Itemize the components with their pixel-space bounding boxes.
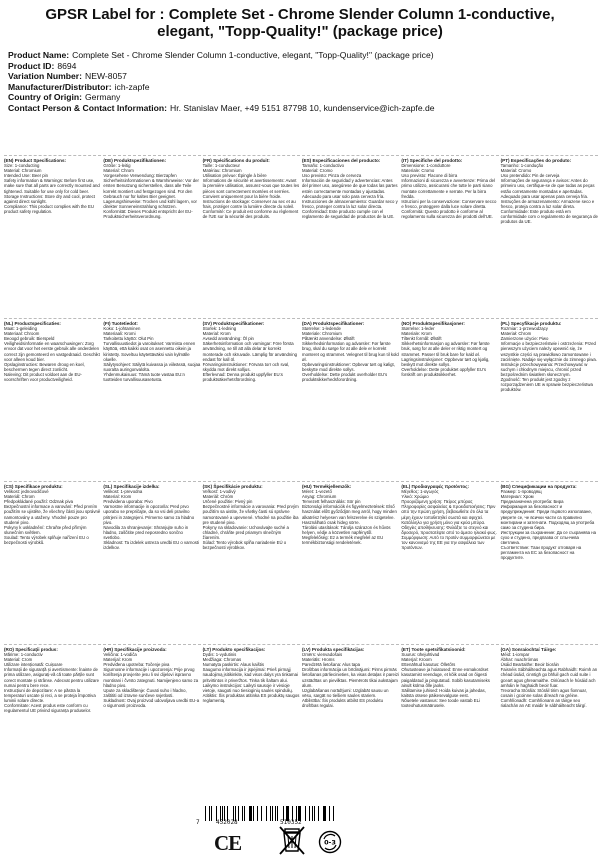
recycle-icon: [318, 830, 342, 854]
lang-section-no: [401, 318, 498, 481]
section-text: Mărime: 1-conductiv Material: Crom Utilizare intenționată: Cuișoare Informații de siguranță și avertismente: Înainte de prima utilizare, asigurați-vă că toate părțile sunt corect montate și strânse. Adecvat pentru utilizare numai pentru bere rece. Instrucțiuni de depozitare: A se păstra la temperaturi uscate și reci, a se proteja împotriva luminii solare directe. Conformitate: Acest produs este conform cu regulamentul UE privind siguranța produselor.: [4, 652, 100, 714]
section-block: [4, 481, 598, 644]
lang-section-cs: [4, 481, 101, 644]
section-text: Størrelse: 1-leder Materiale: Krom Tiltenkt formål: Ølstift Sikkerhetsinformasjon og advarsler: Før første bruk, sørg for at alle deler er riktig montert og strammet. Passer til bruk bare for kald øl. Lagringsinstruksjoner: Oppbevar tørt og kjølig, beskytt mot direkte sollys. Overholdelse: Dette produktet oppfyller EU's forskrift om produktsikkerhet.: [401, 326, 490, 377]
section-heading: (RO) Specificații produs:: [4, 647, 58, 652]
section-text: Tamaño: 1-conductivo Material: Cromo Uso previsto: Pinza de cerveza Información de seguridad y advertencias: Antes del primer uso, asegúrese de que todas las partes estén correctamente montadas y ajustadas. Adecuado para usar solo para cerveza fría. Instrucciones de almacenamiento: Guardar seco y fresco, proteger contra la luz solar directa. Conformidad: Este producto cumple con el reglamento de seguridad de productos de la UE.: [302, 163, 398, 220]
ean-barcode: [196, 806, 346, 830]
section-block: [4, 644, 598, 807]
lang-section-pt: [501, 155, 598, 318]
barcode-bar: [244, 806, 245, 821]
product-id-row: [8, 61, 600, 72]
lang-section-bg: [501, 481, 598, 644]
info-label: Country of Origin:: [8, 92, 82, 103]
section-heading: (HU) Termékjellemzők:: [302, 484, 352, 489]
info-value: Hr. Stanislav Maer, +49 5151 87798 10, kundenservice@ich-zapfe.de: [170, 102, 435, 113]
section-heading: (EN) Product Specifications:: [4, 158, 67, 163]
section-heading: (NL) Productspecificaties:: [4, 321, 61, 326]
lang-section-sk: [203, 481, 300, 644]
barcode-left-digits: 452028: [216, 819, 238, 826]
variation-row: [8, 71, 600, 82]
section-heading: (ES) Especificaciones del producto:: [302, 158, 381, 163]
section-block: [4, 155, 598, 318]
barcode-bar: [305, 806, 306, 821]
section-text: Suurus: ühejuhtivad Materjal: Kroom Ettenähtud kasutus: Õlletõrs Ohutusteave ja hoiatused: Enne esmakordset kasutamist veenduge, et kõik osad on õigesti paigaldatud ja pingutatud. Sobib kasutamiseks ainult külma õlle jaoks. Säilitamise juhised: Hoida kuivas ja jahedas, kaitsta otsese päikesevalguse eest. Nõuetele vastavus: See toode vastab ELi tooteohutusmäärusele.: [401, 652, 490, 709]
lang-section-en: [4, 155, 101, 318]
barcode-bar: [325, 806, 326, 821]
lang-section-hr: [103, 644, 200, 807]
section-text: Izmērs: vienvadošais Materiāls: Hroms Paredzētā lietošana: Alus tapa Drošības informācija un brīdinājumi: Pirms pirmās lietošanas pārliecinieties, ka visas detaļas ir pareizi uzstādītas un pievilktas. Piemērots tikai aukstajam alum. Uzglabāšanas norādījumi: Uzglabāt sausu un vēsu, sargāt no tiešiem saules stariem. Atbilstība: Šis produkts atbilst ES produktu drošības regulai.: [302, 652, 399, 709]
info-value: Germany: [85, 92, 121, 103]
section-text: Taille: 1-conducteur Matériau: Chromium Utilisation prévue: Épingle à bière Informations de sécurité et avertissements: Avant la première utilisation, assurez-vous que toutes les pièces sont correctement montées et serrées. Convient uniquement pour la bière froide. Instructions de stockage: Conserver au sec et au frais, protéger contre la lumière directe du soleil. Conformité: Ce produit est conforme au règlement de l'UE sur la sécurité des produits.: [202, 163, 300, 220]
section-text: Dydis: 1-vydutinis Medžiaga: Chromas Numatyta paskirtis: Alaus kaištis Saugumo informacija ir įspėjimai: Prieš pirmąjį naudojimą įsitikinkite, kad visos dalys yra tinkamai pritvirtintos ir priveržtos. Tinka tik šaltam alui. Laikymo instrukcijos: Laikyti sausoje ir vėsioje vietoje, saugoti nuo tiesioginių saulės spindulių. Atitiktis: Šis produktas atitinka ES produktų saugos reglamentą.: [202, 652, 300, 703]
section-text: Velikost: jednovodičové Materiál: Chrom Předpokládané použití: Odznak piva Bezpečnostní informace a varování: Před prvním použitím se ujistěte, že všechny části jsou správně namontovány a utaženy. Vhodné pouze pro studené pivo. Pokyny k uskladnění: Chraňte před přímým slunečním světlem. Soulad: Tento výrobek splňuje nařízení EU o bezpečnosti výrobků.: [4, 489, 101, 546]
section-text: Rozmiar: 1-przewodzący Materiał: Chrom Zamierzone użycie: Piwo Informacje o bezpieczeństwie i ostrzeżenia: Przed pierwszym użyciem należy upewnić się, że wszystkie części są prawidłowo zamontowane i zaciśnięte. Nadaje się wyłącznie do zimnego piwa. Instrukcje przechowywania: Przechowywać w suchym i chłodnym miejscu, chronić przed bezpośrednim światłem słonecznym. Zgodność: Ten produkt jest zgodny z rozporządzeniem UE w sprawie bezpieczeństwa produktów.: [500, 326, 597, 393]
section-text: Méid: 1-iompar Ábhar: nuachrómas Úsáid Beartaithe: Beoir bioráin Faisnéis Sábháilteachta agus Rabhaidh: Roimh an chéad úsáid, cinntigh go bhfuil gach cuid suite i gceart agus ghreamaithe. Oiriúnach le húsáid ach amháin le haghaidh beoir fuar. Treoracha Stórála: Stóráil tirim agus fionnuar, cosain i gcoinne solas díreach na gréine. Comhlíonadh: Comhlíonann an táirge seo rialachán an AE maidir le sábháilteacht táirgí.: [500, 652, 598, 709]
lang-section-sl: [103, 481, 200, 644]
lang-section-it: [401, 155, 498, 318]
info-value: 8694: [57, 60, 77, 71]
info-label: Product ID:: [8, 60, 55, 71]
lang-section-ga: [501, 644, 598, 807]
barcode-bar: [277, 806, 278, 821]
barcode-bar: [318, 806, 319, 821]
barcode-bar: [329, 806, 330, 821]
section-heading: (NO) Produktspesifikasjoner:: [401, 321, 465, 326]
section-heading: (FR) Spécifications du produit:: [202, 158, 270, 163]
product-name-row: [8, 50, 600, 61]
section-heading: (SK) Špecifikácie produktu:: [202, 484, 263, 489]
section-heading: (EL) Προδιαγραφές προϊόντος:: [401, 484, 470, 489]
info-value: Complete Set - Chrome Slender Column 1-conductive, elegant, "Topp-Quality!" (package price): [72, 50, 434, 60]
section-text: Maat: 1-geleiding Materiaal: Chroom Beoogd gebruik: Bierspeld Veiligheidsinformatie en waarschuwingen: Zorg ervoor dat voor het eerste gebruik alle onderdelen correct zijn gemonteerd en vastgedraaid. Geschikt voor alleen koud bier. Opslaginstructies: Bewaren droog en koel, beschermen tegen direct zonlicht. Naleving: Dit product voldoet aan de EU-voorschriften voor productveiligheid.: [4, 326, 100, 383]
lang-section-da: [302, 318, 399, 481]
lang-section-et: [401, 644, 498, 807]
lang-section-pl: [501, 318, 598, 481]
barcode-bar: [309, 806, 310, 821]
section-heading: (HR) Specifikacije proizvoda:: [103, 647, 167, 652]
lang-section-es: [302, 155, 399, 318]
section-text: Größe: 1-leitig Material: Chrom Vorgesehene Verwendung: Bierzapfen Sicherheitsinformationen & Warnhinweise: Vor der ersten Benutzung sicherstellen, dass alle Teile korrekt montiert und festgezogen sind. Für den Gebrauch nur für kaltes Bier geeignet. Lagerungshinweise: Trocken und kühl lagern, vor direkter Sonneneinstrahlung schützen. Konformität: Dieses Produkt entspricht der EU-Produktsicherheitsverordnung.: [103, 163, 199, 220]
lang-section-lt: [203, 644, 300, 807]
section-text: Størrelse: 1-ledende Materiale: Chromium Påtænkt anvendelse: Ølstift Sikkerhedsinformation og advarsler: Før første brug, skal du sørge for at alle dele er korrekt monteret og strammet. Velegnet til brug kun til kold øl. Opbevaringsinstruktioner: Opbevar tørt og køligt, beskytte mod direkte sollys. Overholdelse: Dette produkt overholder EU's produktsikkerhedsforordning.: [302, 326, 399, 383]
barcode-bar: [211, 806, 212, 821]
barcode-bar: [333, 806, 334, 821]
lang-section-lv: [302, 644, 399, 807]
barcode-right-digits: 510352: [280, 819, 302, 826]
language-sections: [4, 155, 598, 807]
barcode-bar: [314, 806, 315, 821]
lang-section-sv: [203, 318, 300, 481]
section-text: Veľkosť: 1-vodivý Materiál: Chróm Určené použitie: Pivný pin Bezpečnostné informácie a varovania: Pred prvým použitím sa uistite, že všetky časti sú správne namontované a upevnené. Vhodné na použitie iba pre studené pivo. Pokyny na skladovanie: Uchovávajte suché a chladné, chráňte pred priamym slnečným žiarením. Súlad: Tento výrobok spĺňa nariadenie EÚ o bezpečnosti výrobkov.: [202, 489, 299, 551]
recycle-code: 0-3: [324, 838, 336, 847]
section-heading: (GA) Sonraíochtaí Táirge:: [500, 647, 557, 652]
barcode-bar: [238, 806, 239, 821]
lang-section-ro: [4, 644, 101, 807]
section-heading: (SL) Specifikacije izdelka:: [103, 484, 160, 489]
section-heading: (DA) Produktspecifikationer:: [302, 321, 365, 326]
section-text: Storlek: 1-ledning Material: Krom Avsedd användning: Öl pin Säkerhetsinformation och varningar: Före första användning, se till att alla delar är korrekt monterade och skruvade. Lämplig för användning endast för kall öl. Förvaringsinstruktioner: Förvara torr och sval, skydda mot direkt solljus. Efterlevnad: Denna produkt uppfyller EU:s produktsäkerhetsförordning.: [202, 326, 298, 383]
section-text: Dimensione: 1-conduttore Materiale: Cromo Uso previsto: Flacone di birra Informazioni di sicurezza e avvertenze: Prima del primo utilizzo, assicurarsi che tutte le parti siano montate correttamente e serrate. Per la birra fredda. Istruzioni per la conservazione: Conservare secco e fresco, proteggere dalla luce solare diretta. Conformità: Questo prodotto è conforme al regolamento sulla sicurezza dei prodotti dell'UE.: [401, 163, 497, 220]
section-text: Méret: 1-vezető Anyag: Chromium Tervezett felhasználás: Sör pin Biztonsági információk és figyelmeztetések: Első használat előtt győződjön meg arról, hogy minden alkatrész helyesen van felszerelve és szigetelve. Használható csak hideg sörre. Tárolási utasítások: Tárolja szárazon és hűvös helyen, védje a közvetlen napfénytől. Megfelelőség: Ez a termék megfelel az EU termékbiztonsági rendeletének.: [302, 489, 397, 546]
origin-row: [8, 92, 600, 103]
section-text: Tamanho: 1-condução Material: Cromo Uso pretendido: Pin de cerveja Informações de segurança e avisos: Antes do primeiro uso, certifique-se de que todas as peças estão corretamente montadas e apertadas. Adequado para usar apenas para cerveja fria. Instruções de armazenamento: Armazene seco e fresco, proteja contra a luz solar direta. Conformidade: Este produto está em conformidade com o regulamento de segurança de produtos da UE.: [500, 163, 598, 225]
info-label: Product Name:: [8, 50, 70, 60]
section-heading: (ET) Toote spetsifikatsioonid:: [401, 647, 466, 652]
info-label: Manufacturer/Distributor:: [8, 81, 112, 92]
info-label: Variation Number:: [8, 71, 83, 82]
ce-mark: CE: [214, 831, 242, 855]
info-value: NEW-8057: [85, 71, 127, 82]
product-info: [8, 50, 600, 114]
lang-section-nl: [4, 318, 101, 481]
barcode-bar: [205, 806, 206, 821]
lang-section-fr: [203, 155, 300, 318]
section-heading: (FI) Tuotetiedot:: [103, 321, 138, 326]
section-heading: (LT) Produkto specifikacijos:: [202, 647, 266, 652]
barcode-bar: [257, 806, 258, 821]
barcode-bar: [266, 806, 267, 821]
info-value: ich-zapfe: [114, 81, 150, 92]
section-heading: (DE) Produktspezifikationen:: [103, 158, 167, 163]
section-block: [4, 318, 598, 481]
section-heading: (PT) Especificações do produto:: [500, 158, 572, 163]
lang-section-hu: [302, 481, 399, 644]
section-heading: (SV) Produktspecifikationer:: [202, 321, 265, 326]
section-text: Μέγεθος: 1-αγωγός Υλικό: Χρώμιο Προοριζόμενη χρήση: Πείρος μπύρας Πληροφορίες ασφαλείας & προειδοποιήσεις: Πριν από την πρώτη χρήση, βεβαιωθείτε ότι όλα τα μέρη έχουν τοποθετηθεί σωστά και σφιχτεί. Κατάλληλο για χρήση μόνο για κρύα μπύρα. Οδηγίες αποθήκευσης: Φυλάξτε το στεγνό και δροσερό, προστατέψτε από το άμεσο ηλιακό φως. Συμμόρφωση: Αυτό το προϊόν συμμορφώνεται με τον κανονισμό της ΕΕ για την ασφάλεια των προϊόντων.: [401, 489, 497, 551]
section-text: Velikost: 1-prevodna Material: Krom Predvidena uporaba: Pivo Varnostne informacije in opozorila: Pred prvo uporabo se prepričajte, da so vsi deli pravilno pritrjeni in zategnjeni. Primerno samo za hladno pivo. Navodila za shranjevanje: Shranjujte suho in hladno, zaščitite pred neposredno sončno svetlobo. Skladnost: Ta izdelek ustreza uredbi EU o varnosti izdelkov.: [103, 489, 200, 551]
section-text: Size: 1-conducting Material: Chromium Intended Use: Beer pin Safety information & Warnings: Before first use, make sure that all parts are correctly mounted and tightened. Suitable for use only for cold beer. Storage Instructions: Store dry and cool, protect against direct sunlight. Compliance: This product complies with the EU product safety regulation.: [4, 163, 100, 214]
contact-row: [8, 103, 600, 114]
weee-bin-icon: [272, 824, 312, 856]
section-heading: (CS) Specifikace produktu:: [4, 484, 63, 489]
section-heading: (BG) Спецификации на продукта:: [500, 484, 577, 489]
section-heading: (IT) Specifiche del prodotto:: [401, 158, 463, 163]
section-text: Koko: 1-johtaminen Materiaali: Kromi Tarkoitettu käyttö: Olut Pin Turvallisuustiedot ja varoitukset: Varmista ennen käyttöä, että kaikki osat on asennettu oikein ja kiristetty. Soveltuu käytettäväksi vain kylmälle oluelle. Säilytysohjeet: Säilytä kuivassa ja viileässä, suojaa suoralta auringonvalolta. Yhdenmukaisuus: Tämä tuote vastaa EU:n tuotteiden turvallisuusasetusta.: [103, 326, 201, 383]
lang-section-fi: [103, 318, 200, 481]
barcode-bar: [272, 806, 273, 821]
lang-section-el: [401, 481, 498, 644]
section-text: Размер: 1-проводящ Материал: Хром Предназначена употреба: Бира Информация за безопасност и предупреждения: Преди първото използване, уверете се, че всички части са правилно монтирани и затегнати. Подходящ за употреба само за студена бира. Инструкции за съхранение: Да се съхранява на сухо и студено, предпазва от слънчева светлина. Съответствие: Тази продукт отговаря на регламента на ЕС за безопасност на продуктите.: [500, 489, 596, 561]
barcode-bar: [253, 806, 254, 821]
lang-section-de: [103, 155, 200, 318]
section-heading: (LV) Produkta specifikācijas:: [302, 647, 365, 652]
section-text: Veličina: 1-vodiča Materijal: Krom Predviđena upotreba: Točenje piva Sigurnosne informacije i upozorenja: Prije prvog korištenja provjerite jesu li svi dijelovi ispravno montirani i čvrsto zategnuti. Namijenjeno samo za hladno pivo. Upute za skladištenje: Čuvati suho i hladno, zaštititi od izravne sunčeve svjetlosti. Sukladnost: Ovaj proizvod udovoljava uredbi EU-a o sigurnosti proizvoda.: [103, 652, 200, 709]
section-heading: (PL) Specyfikacje produktu:: [500, 321, 562, 326]
label-title: GPSR Label for : Complete Set - Chrome Slender Column 1-conductive, elegant, "Topp-Quality!" (package price): [45, 6, 555, 40]
barcode-bar: [261, 806, 262, 821]
manufacturer-row: [8, 82, 600, 93]
info-label: Contact Person & Contact Information:: [8, 102, 167, 113]
barcode-lead-digit: 7: [196, 819, 200, 826]
